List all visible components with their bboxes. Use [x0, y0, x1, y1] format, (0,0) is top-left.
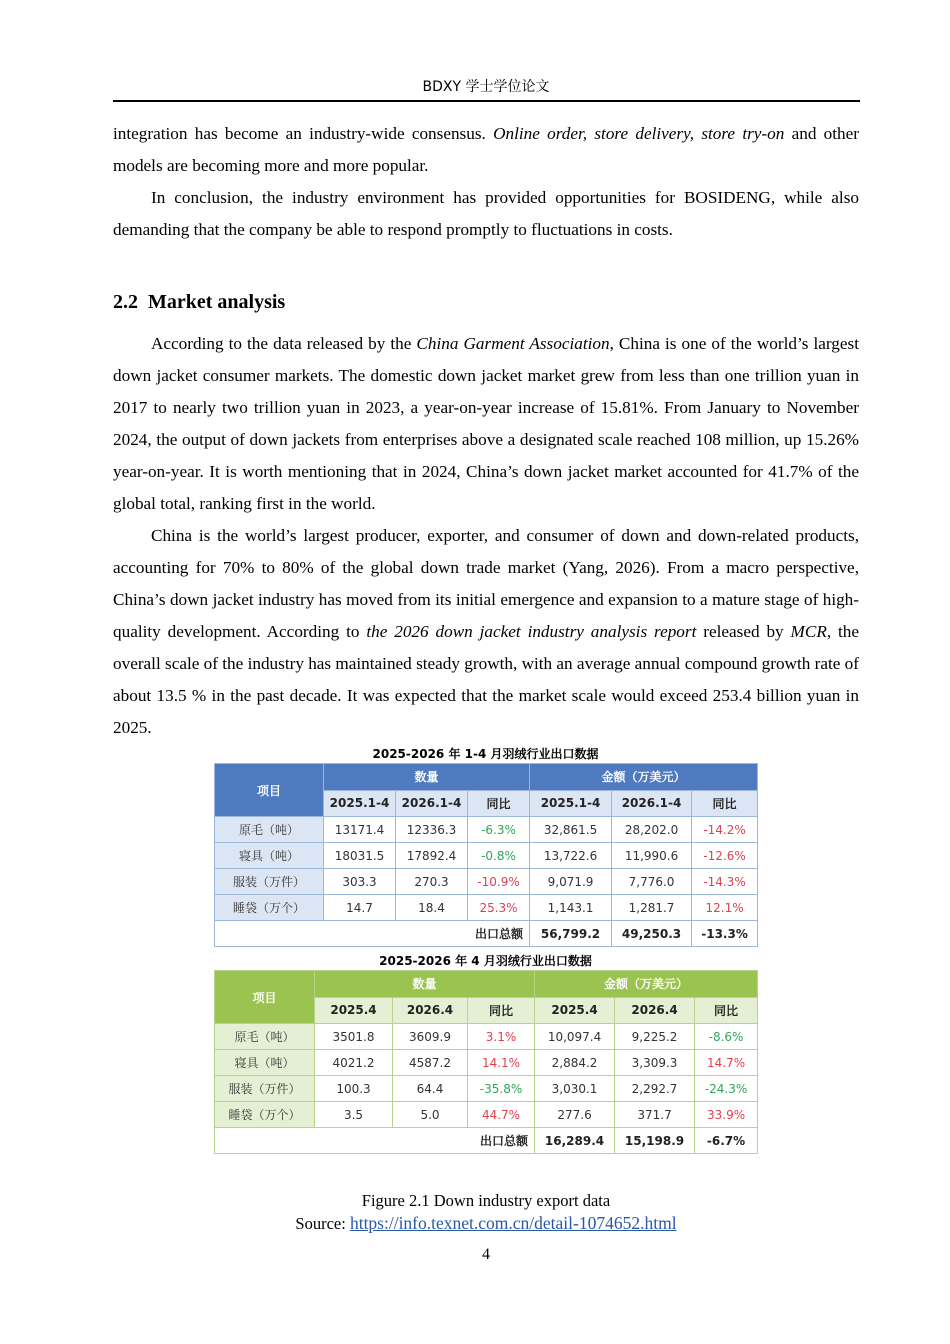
header-rule: [113, 100, 860, 102]
cell: 4587.2: [393, 1050, 468, 1076]
section-title: Market analysis: [148, 291, 286, 313]
cell: 3,309.3: [615, 1050, 695, 1076]
cell: 3.1%: [468, 1024, 535, 1050]
total-cell: 16,289.4: [535, 1128, 615, 1154]
data-table: [214, 763, 758, 947]
cell: -10.9%: [468, 869, 530, 895]
cell: 17892.4: [396, 843, 468, 869]
total-row: [215, 921, 758, 947]
caption-text: Figure 2.1 Down industry export data: [361, 1191, 611, 1210]
text-run: , China is one of the world’s largest down jacket consumer markets. The domestic down jacket market grew from less than one trillion yuan in 2017 to nearly two trillion yuan in 2023, a year-on-year increase of 15.81%. From January to November 2024, the output of down jackets from enterprises above a designated scale reached 108 million, up 15.26% year-on-year. It is worth mentioning that in 2024, China’s down jacket market accounted for 41.7% of the global total, ranking first in the world.: [113, 334, 859, 513]
col-header: 同比: [692, 790, 758, 817]
col-header: 2025.4: [535, 997, 615, 1024]
source-link[interactable]: https://info.texnet.com.cn/detail-1074652.html: [349, 1213, 677, 1233]
cell: 3501.8: [315, 1024, 393, 1050]
cell: 270.3: [396, 869, 468, 895]
section-number: 2.2: [113, 291, 138, 313]
row-label: 原毛（吨）: [215, 817, 324, 843]
section-heading: [113, 286, 859, 318]
cell: 13,722.6: [530, 843, 612, 869]
total-cell: 49,250.3: [612, 921, 692, 947]
cell: -14.3%: [692, 869, 758, 895]
paragraph: [113, 328, 859, 520]
table-title: 2025-2026 年 1-4 月羽绒行业出口数据: [372, 747, 599, 761]
paragraph: In conclusion, the industry environment has provided opportunities for BOSIDENG, while also demanding that the company be able to respond promptly to fluctuations in costs.: [113, 188, 859, 239]
quantity-header: 数量: [315, 971, 535, 998]
total-label: 出口总额: [215, 921, 530, 947]
row-label: 服装（万件）: [215, 1076, 315, 1102]
cell: 25.3%: [468, 895, 530, 921]
page-number: 4: [482, 1246, 490, 1263]
source-line: [113, 1212, 859, 1235]
row-label: 睡袋（万个）: [215, 1102, 315, 1128]
italic-run: China Garment Association: [416, 334, 610, 353]
total-cell: -6.7%: [695, 1128, 758, 1154]
text-run: China is the world’s largest producer, exporter, and consumer of down and down-related products, accounting for 70% to 80% of the global down trade market (Yang, 2026). From a macro perspective, China’s down jacket industry has moved from its initial emergence and expansion to a mature stage of high-quality development. According to: [113, 526, 859, 641]
table-row: [215, 869, 758, 895]
table-title: 2025-2026 年 4 月羽绒行业出口数据: [379, 954, 592, 968]
col-header: 2026.1-4: [396, 790, 468, 817]
cell: 32,861.5: [530, 817, 612, 843]
row-label: 服装（万件）: [215, 869, 324, 895]
amount-header: 金额（万美元）: [535, 971, 758, 998]
body-text: [113, 118, 859, 744]
row-label: 寝具（吨）: [215, 1050, 315, 1076]
table-row: [215, 895, 758, 921]
col-header: 2026.4: [615, 997, 695, 1024]
item-header: 项目: [215, 971, 315, 1024]
table-row: [215, 843, 758, 869]
cell: 64.4: [393, 1076, 468, 1102]
italic-run: MCR: [790, 622, 827, 641]
cell: 44.7%: [468, 1102, 535, 1128]
page-header: BDXY 学士学位论文: [422, 79, 550, 95]
col-header: 2025.4: [315, 997, 393, 1024]
cell: -24.3%: [695, 1076, 758, 1102]
total-cell: -13.3%: [692, 921, 758, 947]
cell: 3,030.1: [535, 1076, 615, 1102]
table-row: [215, 1050, 758, 1076]
col-header: 2026.1-4: [612, 790, 692, 817]
cell: 9,225.2: [615, 1024, 695, 1050]
paragraph: [113, 118, 859, 182]
cell: 3.5: [315, 1102, 393, 1128]
paragraph: [113, 520, 859, 744]
export-table-apr: [214, 953, 757, 1154]
col-header: 同比: [695, 997, 758, 1024]
cell: -8.6%: [695, 1024, 758, 1050]
italic-run: Online order, store delivery, store try-on: [493, 124, 785, 143]
row-label: 原毛（吨）: [215, 1024, 315, 1050]
cell: 277.6: [535, 1102, 615, 1128]
cell: 14.1%: [468, 1050, 535, 1076]
total-cell: 15,198.9: [615, 1128, 695, 1154]
col-header: 2026.4: [393, 997, 468, 1024]
cell: 10,097.4: [535, 1024, 615, 1050]
cell: 28,202.0: [612, 817, 692, 843]
table-row: [215, 1076, 758, 1102]
cell: 100.3: [315, 1076, 393, 1102]
cell: 12.1%: [692, 895, 758, 921]
row-label: 睡袋（万个）: [215, 895, 324, 921]
data-table: [214, 970, 758, 1154]
item-header: 项目: [215, 764, 324, 817]
cell: 371.7: [615, 1102, 695, 1128]
total-row: [215, 1128, 758, 1154]
cell: 18.4: [396, 895, 468, 921]
cell: 4021.2: [315, 1050, 393, 1076]
total-label: 出口总额: [215, 1128, 535, 1154]
cell: 14.7%: [695, 1050, 758, 1076]
table-row: [215, 1102, 758, 1128]
cell: 13171.4: [324, 817, 396, 843]
source-label: Source:: [295, 1214, 350, 1233]
cell: 1,143.1: [530, 895, 612, 921]
cell: -0.8%: [468, 843, 530, 869]
text-run: According to the data released by the: [151, 334, 417, 353]
cell: -6.3%: [468, 817, 530, 843]
text-run: and other models are becoming more and more popular.: [113, 124, 859, 175]
amount-header: 金额（万美元）: [530, 764, 758, 791]
export-table-jan-apr: [214, 746, 757, 947]
table-row: [215, 1024, 758, 1050]
cell: 9,071.9: [530, 869, 612, 895]
cell: 303.3: [324, 869, 396, 895]
cell: 33.9%: [695, 1102, 758, 1128]
quantity-header: 数量: [324, 764, 530, 791]
text-run: released by: [696, 622, 791, 641]
cell: -35.8%: [468, 1076, 535, 1102]
cell: 2,884.2: [535, 1050, 615, 1076]
cell: 11,990.6: [612, 843, 692, 869]
italic-run: the 2026 down jacket industry analysis report: [366, 622, 697, 641]
figure-caption: [113, 1190, 859, 1235]
cell: 12336.3: [396, 817, 468, 843]
cell: 3609.9: [393, 1024, 468, 1050]
cell: 5.0: [393, 1102, 468, 1128]
cell: 1,281.7: [612, 895, 692, 921]
text-run: integration has become an industry-wide consensus.: [113, 124, 494, 143]
cell: -14.2%: [692, 817, 758, 843]
col-header: 2025.1-4: [530, 790, 612, 817]
table-row: [215, 817, 758, 843]
text-run: , the overall scale of the industry has maintained steady growth, with an average annual compound growth rate of about 13.5 % in the past decade. It was expected that the market scale would exceed 253.4 billion yuan in 2025.: [113, 622, 859, 737]
cell: 14.7: [324, 895, 396, 921]
total-cell: 56,799.2: [530, 921, 612, 947]
cell: 2,292.7: [615, 1076, 695, 1102]
row-label: 寝具（吨）: [215, 843, 324, 869]
cell: 7,776.0: [612, 869, 692, 895]
cell: -12.6%: [692, 843, 758, 869]
col-header: 2025.1-4: [324, 790, 396, 817]
col-header: 同比: [468, 997, 535, 1024]
cell: 18031.5: [324, 843, 396, 869]
col-header: 同比: [468, 790, 530, 817]
